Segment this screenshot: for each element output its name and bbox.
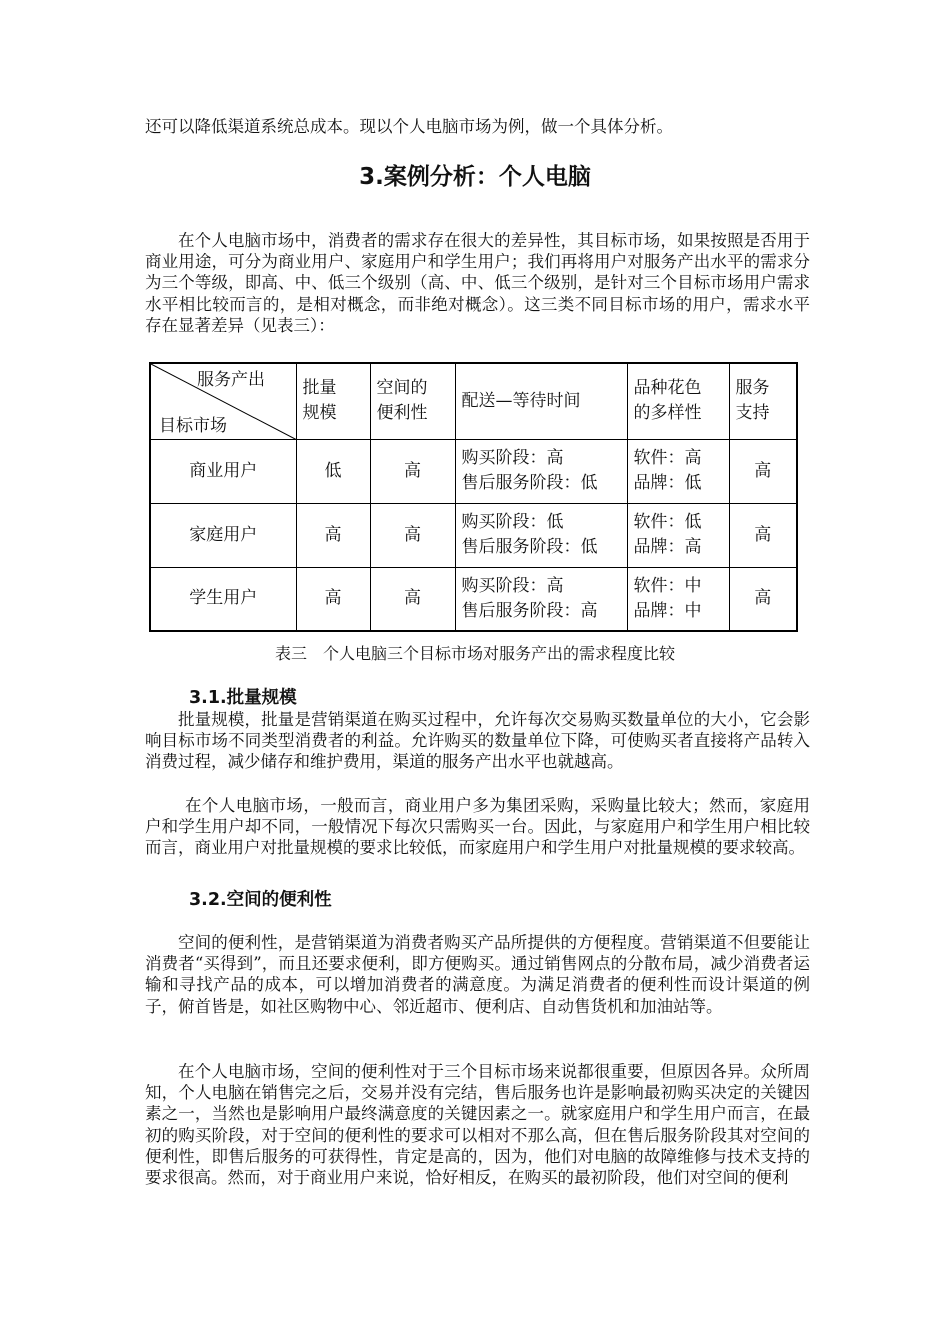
variety-software: 软件：中 <box>633 575 702 596</box>
batch-paragraph-2 <box>145 795 810 859</box>
column-header <box>455 363 627 439</box>
market-cell: 学生用户 <box>150 567 296 631</box>
batch-cell: 低 <box>296 439 370 503</box>
lead-line: 还可以降低渠道系统总成本。现以个人电脑市场为例，做一个具体分析。 <box>145 117 673 136</box>
column-header <box>370 363 455 439</box>
intro-paragraph <box>145 230 810 336</box>
section-title: 3.案例分析：个人电脑 <box>359 164 591 190</box>
wait-aftersale: 售后服务阶段：低 <box>461 537 598 557</box>
variety-cell <box>627 439 729 503</box>
col-variety-line1: 品种花色 <box>633 378 702 399</box>
batch-paragraph-1 <box>145 709 810 773</box>
batch-cell: 高 <box>296 503 370 567</box>
batch-text-1: 批量规模，批量是营销渠道在购买过程中，允许每次交易购买数量单位的大小，它会影响目标市场不同类型消费者的利益。允许购买的数量单位下降，可使购买者直接将产品转入消费过程，减少储存和维护费用，渠道的服务产出水平也就越高。 <box>145 710 810 772</box>
col-space-line1: 空间的 <box>376 378 428 399</box>
col-batch-line1: 批量 <box>302 378 337 399</box>
col-wait-label: 配送—等待时间 <box>461 390 581 411</box>
corner-top-label: 服务产出 <box>197 370 265 390</box>
market-cell: 家庭用户 <box>150 503 296 567</box>
comparison-table <box>149 362 798 632</box>
column-header <box>729 363 797 439</box>
space-cell: 高 <box>370 439 455 503</box>
table-row <box>150 567 797 631</box>
wait-aftersale: 售后服务阶段：高 <box>461 600 598 621</box>
service-cell: 高 <box>729 567 797 631</box>
space-text-2: 在个人电脑市场，空间的便利性对于三个目标市场来说都很重要，但原因各异。众所周知，个人电脑在销售完之后，交易并没有完结，售后服务也许是影响最初购买决定的关键因素之一，当然也是影响用户最终满意度的关键因素之一。就家庭用户和学生用户而言，在最初的购买阶段，对于空间的便利性的要求可以相对不那么高，但在售后服务阶段其对空间的便利性，即售后服务的可获得性，肯定是高的，因为，他们对电脑的故障维修与技术支持的要求很高。然而，对于商业用户来说，恰好相反，在购买的最初阶段，他们对空间的便利 <box>145 1062 810 1188</box>
space-paragraph-1 <box>145 932 810 1017</box>
column-header <box>296 363 370 439</box>
space-cell: 高 <box>370 567 455 631</box>
space-cell: 高 <box>370 503 455 567</box>
space-paragraph-2 <box>145 1061 810 1188</box>
batch-cell: 高 <box>296 567 370 631</box>
subsection-title-batch: 3.1.批量规模 <box>189 688 297 708</box>
col-service-line1: 服务 <box>735 378 770 399</box>
variety-brand: 品牌：中 <box>633 600 702 621</box>
space-text-1: 空间的便利性，是营销渠道为消费者购买产品所提供的方便程度。营销渠道不但要能让消费者“买得到”，而且还要求便利，即方便购买。通过销售网点的分散布局，减少消费者运输和寻找产品的成本，可以增加消费者的满意度。为满足消费者的便利性而设计渠道的例子，俯首皆是，如社区购物中心、邻近超市、便利店、自动售货机和加油站等。 <box>145 933 810 1016</box>
col-service-line2: 支持 <box>735 403 770 424</box>
table-row <box>150 439 797 503</box>
market-cell: 商业用户 <box>150 439 296 503</box>
variety-cell <box>627 503 729 567</box>
wait-aftersale: 售后服务阶段：低 <box>461 473 598 493</box>
table-row <box>150 503 797 567</box>
col-batch-line2: 规模 <box>302 403 337 424</box>
col-variety-line2: 的多样性 <box>633 403 702 424</box>
wait-cell <box>455 439 627 503</box>
variety-cell <box>627 567 729 631</box>
wait-purchase: 购买阶段：低 <box>461 512 564 532</box>
variety-brand: 品牌：高 <box>633 537 702 557</box>
wait-purchase: 购买阶段：高 <box>461 448 564 468</box>
corner-bottom-label: 目标市场 <box>159 416 227 436</box>
wait-cell <box>455 503 627 567</box>
wait-cell <box>455 567 627 631</box>
service-cell: 高 <box>729 503 797 567</box>
subsection-title-space: 3.2.空间的便利性 <box>189 890 332 910</box>
column-header <box>627 363 729 439</box>
table-caption: 表三 个人电脑三个目标市场对服务产出的需求程度比较 <box>274 644 675 663</box>
col-space-line2: 便利性 <box>376 403 428 424</box>
variety-software: 软件：低 <box>633 512 702 532</box>
variety-software: 软件：高 <box>633 448 702 468</box>
table-header-row <box>150 363 797 439</box>
batch-text-2: 在个人电脑市场，一般而言，商业用户多为集团采购，采购量比较大；然而，家庭用户和学生用户却不同，一般情况下每次只需购买一台。因此，与家庭用户和学生用户相比较而言，商业用户对批量规模的要求比较低，而家庭用户和学生用户对批量规模的要求较高。 <box>145 796 810 858</box>
service-cell: 高 <box>729 439 797 503</box>
variety-brand: 品牌：低 <box>633 473 702 493</box>
wait-purchase: 购买阶段：高 <box>461 575 564 596</box>
intro-text: 在个人电脑市场中，消费者的需求存在很大的差异性，其目标市场，如果按照是否用于商业用途，可分为商业用户、家庭用户和学生用户；我们再将用户对服务产出水平的需求分为三个等级，即高、中、低三个级别（高、中、低三个级别，是针对三个目标市场用户需求水平相比较而言的，是相对概念，而非绝对概念）。这三类不同目标市场的用户，需求水平存在显著差异（见表三）： <box>145 231 810 335</box>
corner-header-cell <box>150 363 296 439</box>
